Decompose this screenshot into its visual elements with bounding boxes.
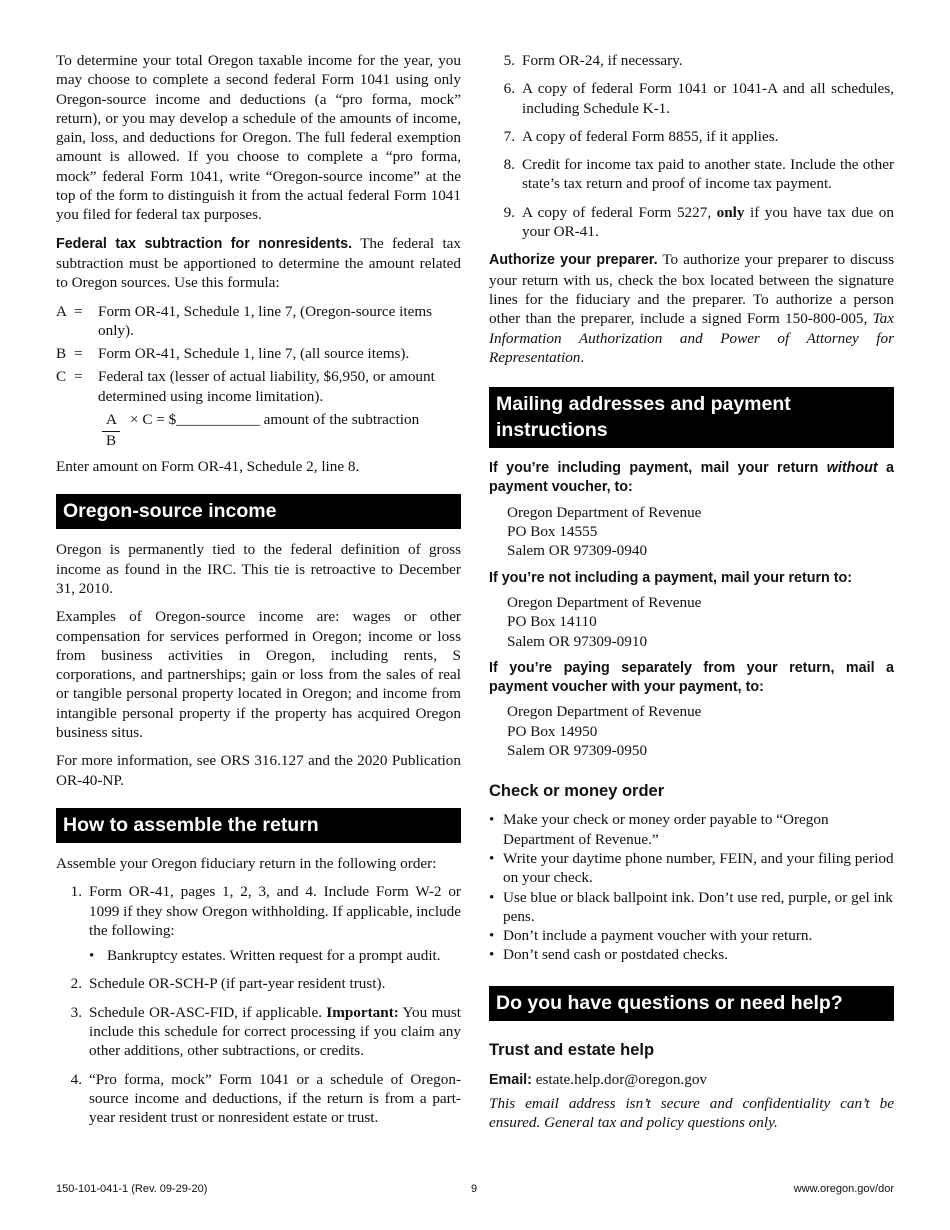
check-bullets bbox=[489, 810, 894, 964]
address-line: Oregon Department of Revenue bbox=[507, 593, 702, 611]
bullet-icon: • bbox=[489, 849, 495, 867]
list-text bbox=[89, 882, 461, 965]
email-note-text: This email address isn’t secure and confidentiality can’t be ensured. General tax and policy questions only. bbox=[489, 1094, 894, 1132]
list-item bbox=[56, 882, 461, 965]
formula-eq: = bbox=[74, 302, 83, 320]
formula-text: Federal tax (lesser of actual liability, $6,950, or amount determined using income limitation). bbox=[98, 368, 435, 405]
check-money-order-title: Check or money order bbox=[489, 782, 665, 801]
oregon-source-p2: Examples of Oregon-source income are: wages or other compensation for services performed in Oregon; income or loss from business activities in Oregon, including rents, S corporations, and partnerships; gain or loss from the sales of real or tangible personal property located in Oregon; and income from intangible personal property if the property has acquired Oregon business situs. bbox=[56, 608, 461, 742]
list-number: 5. bbox=[503, 52, 515, 69]
fraction-denominator: B bbox=[106, 432, 117, 450]
footer-url: www.oregon.gov/dor bbox=[793, 1183, 894, 1195]
right-column bbox=[489, 51, 894, 1142]
list-number: 8. bbox=[503, 156, 515, 174]
footer-page-number: 9 bbox=[471, 1183, 478, 1195]
authorize-text: To authorize your preparer to discuss your return with us, check the box located between the signature lines for the fiduciary and the preparer. To authorize a person other than the preparer, include a signed Form 150-800-005, bbox=[489, 251, 894, 328]
section-heading-oregon-source: Oregon-source income bbox=[56, 494, 461, 529]
address-line: PO Box 14110 bbox=[507, 613, 597, 631]
section-heading-help: Do you have questions or need help? bbox=[489, 986, 894, 1021]
item1-sub-text: Bankruptcy estates. Written request for a prompt audit. bbox=[107, 947, 441, 965]
list-number: 1. bbox=[70, 883, 82, 901]
list-number: 3. bbox=[70, 1003, 82, 1021]
bullet-text: Write your daytime phone number, FEIN, and your filing period on your check. bbox=[503, 849, 894, 887]
list-text: Credit for income tax paid to another state. Include the other state’s tax return and proof of income tax payment. bbox=[522, 156, 894, 193]
bullet-text: Make your check or money order payable to “Oregon Department of Revenue.” bbox=[503, 811, 829, 848]
left-column bbox=[56, 51, 461, 1136]
address-line: PO Box 14555 bbox=[507, 523, 598, 541]
address-line: PO Box 14950 bbox=[507, 722, 598, 740]
subtraction-fraction bbox=[102, 410, 461, 450]
list-item bbox=[489, 79, 894, 118]
list-text: A copy of federal Form 1041 or 1041-A and all schedules, including Schedule K-1. bbox=[522, 80, 894, 117]
mail-instruction-1 bbox=[489, 459, 894, 498]
bullet-icon: • bbox=[489, 888, 495, 906]
address-line: Salem OR 97309-0940 bbox=[507, 542, 648, 560]
address-block-3 bbox=[507, 702, 894, 760]
list-text: A copy of federal Form 8855, if it applies. bbox=[522, 127, 779, 145]
address-line: Salem OR 97309-0950 bbox=[507, 742, 648, 760]
fraction-numerator: A bbox=[106, 411, 117, 429]
formula-var: B bbox=[56, 345, 67, 363]
item1-text: Form OR-41, pages 1, 2, 3, and 4. Include Form W-2 or 1099 if they show Oregon withholding. If applicable, include the following: bbox=[89, 883, 462, 939]
oregon-source-p3: For more information, see ORS 316.127 and the 2020 Publication OR-40-NP. bbox=[56, 752, 461, 789]
list-item bbox=[489, 51, 894, 70]
federal-subtraction-title: Federal tax subtraction for nonresidents. bbox=[56, 235, 353, 252]
list-item bbox=[489, 945, 894, 964]
authorize-preparer-paragraph bbox=[489, 250, 894, 367]
formula-text: Form OR-41, Schedule 1, line 7, (all source items). bbox=[98, 345, 410, 363]
list-number: 6. bbox=[503, 80, 515, 98]
list-number: 9. bbox=[503, 203, 515, 221]
email-note bbox=[489, 1094, 894, 1133]
list-item bbox=[489, 810, 894, 849]
formula-line-c bbox=[56, 367, 461, 406]
address-block-2 bbox=[507, 593, 894, 651]
assemble-list-right bbox=[489, 51, 894, 241]
trust-estate-help-title: Trust and estate help bbox=[489, 1040, 655, 1059]
federal-subtraction-paragraph bbox=[56, 234, 461, 293]
list-text bbox=[89, 1003, 461, 1061]
assemble-intro: Assemble your Oregon fiduciary return in the following order: bbox=[56, 854, 437, 872]
bullet-icon: • bbox=[89, 947, 95, 965]
item3-text-a: Schedule OR-ASC-FID, if applicable. bbox=[89, 1003, 327, 1021]
mail1-text-a: If you’re including payment, mail your return bbox=[489, 460, 827, 477]
mail1-text-c: a payment voucher, to: bbox=[489, 460, 894, 496]
item3-text-c: You must include this schedule for correct processing if you claim any other additions, other subtractions, or credits. bbox=[89, 1003, 461, 1060]
item9-only: only bbox=[716, 203, 745, 221]
address-line: Oregon Department of Revenue bbox=[507, 503, 702, 521]
formula-var: A bbox=[56, 302, 67, 320]
federal-subtraction-text: The federal tax subtraction must be apportioned to determine the amount related to Oregon sources. Use this formula: bbox=[56, 234, 461, 292]
formula-eq: = bbox=[74, 368, 83, 386]
email-label: Email: bbox=[489, 1071, 532, 1088]
bullet-text: Don’t include a payment voucher with your return. bbox=[503, 927, 813, 945]
list-number: 2. bbox=[70, 975, 82, 993]
enter-amount-text: Enter amount on Form OR-41, Schedule 2, line 8. bbox=[56, 458, 360, 476]
mail1-without: without bbox=[826, 460, 878, 477]
list-item bbox=[489, 926, 894, 945]
list-text: Schedule OR-SCH-P (if part-year resident trust). bbox=[89, 975, 386, 993]
list-text bbox=[522, 203, 894, 242]
formula-text: Form OR-41, Schedule 1, line 7, (Oregon-source items only). bbox=[98, 302, 433, 339]
mail-instruction-2: If you’re not including a payment, mail your return to: bbox=[489, 569, 853, 586]
address-block-1 bbox=[507, 503, 894, 561]
list-text: Form OR-24, if necessary. bbox=[522, 52, 683, 69]
list-number: 4. bbox=[70, 1070, 82, 1088]
fraction-rest: × C = $___________ amount of the subtraction bbox=[130, 411, 420, 429]
list-item bbox=[489, 127, 894, 146]
list-item bbox=[489, 888, 894, 927]
list-item bbox=[489, 155, 894, 194]
bullet-icon: • bbox=[489, 946, 495, 964]
formula-var: C bbox=[56, 368, 67, 386]
sub-bullet bbox=[89, 946, 461, 965]
list-item bbox=[489, 849, 894, 888]
list-text: “Pro forma, mock” Form 1041 or a schedule of Oregon-source income and deductions, if the return is from a part-year resident trust or nonresident estate or trust. bbox=[89, 1070, 461, 1127]
address-line: Oregon Department of Revenue bbox=[507, 703, 702, 721]
formula-eq: = bbox=[74, 345, 83, 363]
item3-important: Important: bbox=[326, 1003, 399, 1021]
email-value: estate.help.dor@oregon.gov bbox=[531, 1070, 708, 1088]
oregon-source-p1: Oregon is permanently tied to the federal definition of gross income as found in the IRC. This tie is retroactive to December 31, 2010. bbox=[56, 541, 461, 597]
address-line: Salem OR 97309-0910 bbox=[507, 632, 648, 650]
list-item bbox=[56, 974, 461, 993]
footer-form-id: 150-101-041-1 (Rev. 09-29-20) bbox=[56, 1183, 208, 1195]
authorize-title: Authorize your preparer. bbox=[489, 252, 658, 269]
item9-text-a: A copy of federal Form 5227, bbox=[522, 203, 717, 221]
mail-instruction-3: If you’re paying separately from your return, mail a payment voucher with your payment, to: bbox=[489, 659, 894, 696]
section-heading-mailing: Mailing addresses and payment instructions bbox=[489, 387, 894, 448]
authorize-end: . bbox=[580, 348, 585, 366]
bullet-icon: • bbox=[489, 927, 495, 945]
formula-line-a bbox=[56, 302, 461, 341]
bullet-text: Use blue or black ballpoint ink. Don’t use red, purple, or gel ink pens. bbox=[503, 888, 893, 925]
item9-text-c: if you have tax due on your OR-41. bbox=[522, 203, 894, 241]
authorize-form-title: Tax Information Authorization and Power of Attorney for Representation bbox=[489, 310, 894, 366]
list-number: 7. bbox=[503, 127, 515, 145]
bullet-text: Don’t send cash or postdated checks. bbox=[503, 946, 728, 964]
intro-paragraph: To determine your total Oregon taxable income for the year, you may choose to complete a second federal Form 1041 using only Oregon-source income and deductions (a “pro forma, mock” return), or you may develop a schedule of the amounts of income, gain, loss, and deductions for Oregon. The full federal exemption amount is allowed. If you choose to complete a “pro forma, mock” federal Form 1041, write “Oregon-source income” at the top of the form to distinguish it from the actual federal Form 1041 you filed for federal tax purposes. bbox=[56, 52, 461, 224]
bullet-icon: • bbox=[489, 811, 495, 829]
list-item bbox=[56, 1003, 461, 1061]
assemble-list-left bbox=[56, 882, 461, 1127]
email-line bbox=[489, 1070, 894, 1090]
list-item bbox=[489, 203, 894, 242]
section-heading-assemble: How to assemble the return bbox=[56, 808, 461, 843]
list-item bbox=[56, 1070, 461, 1128]
formula-line-b bbox=[56, 344, 461, 363]
